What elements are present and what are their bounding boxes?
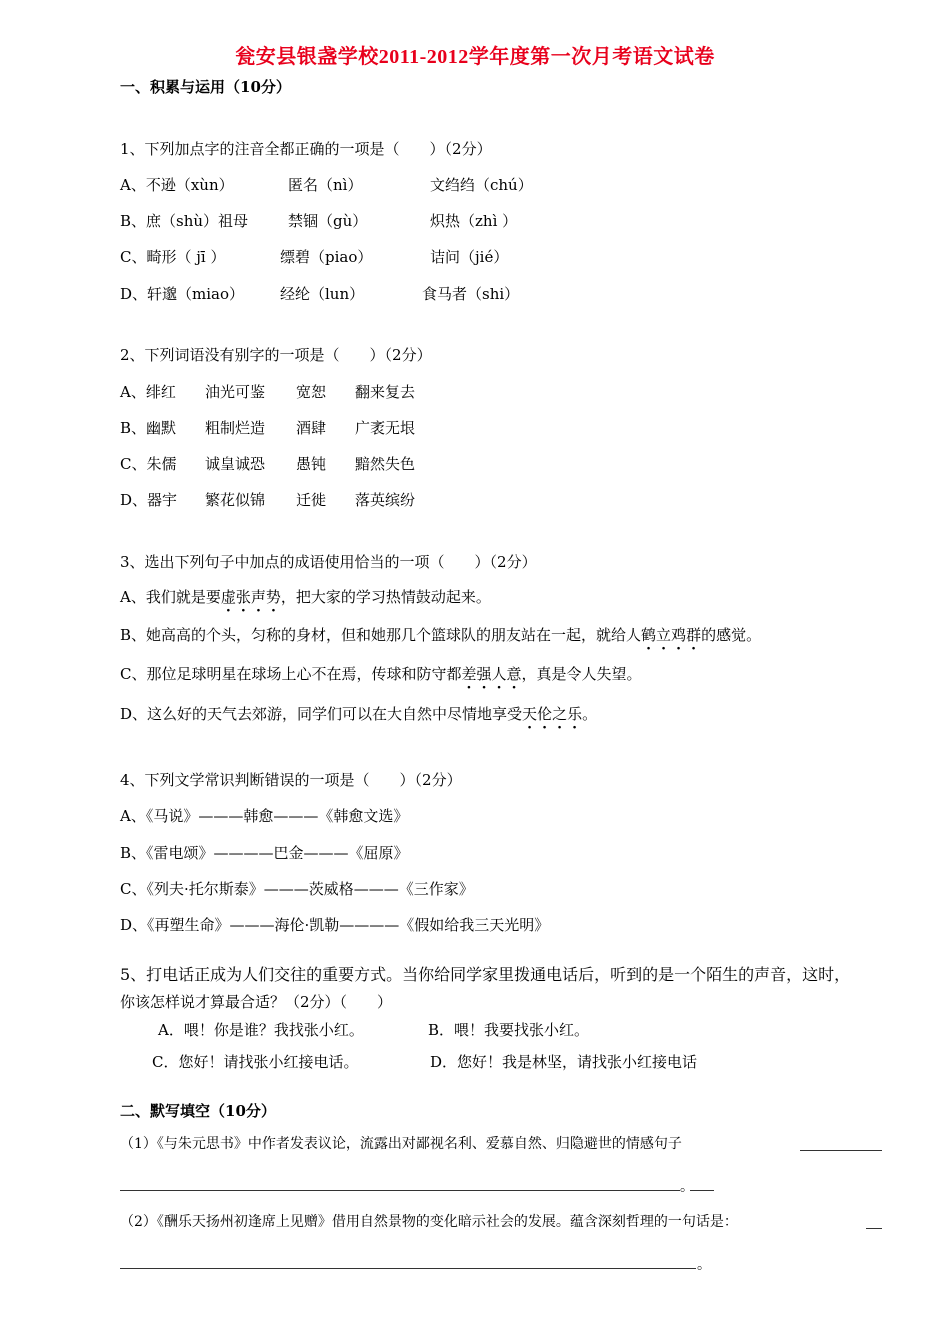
q1-option-b-1: B、庶（shù）祖母: [120, 212, 249, 230]
q2-option-b-3: 酒肆: [296, 419, 327, 437]
dotted-char: 意: [506, 665, 522, 683]
q2-option-d-4: 落英缤纷: [355, 491, 416, 509]
dotted-char: 天: [522, 705, 538, 723]
dotted-char: 立: [656, 626, 672, 644]
q2-option-b-2: 粗制烂造: [205, 419, 266, 437]
q1-option-d-3: 食马者（shi）: [422, 285, 520, 303]
fill-in-1-prompt: （1）《与朱元思书》中作者发表议论，流露出对鄙视名利、爱慕自然、归隐避世的情感句子: [120, 1136, 682, 1152]
q1-option-a-2: 匿名（nì）: [288, 176, 363, 194]
section-2-heading: 二、默写填空（10分）: [120, 1102, 276, 1120]
q3-option-c-pre: C、那位足球明星在球场上心不在焉，传球和防守都: [120, 665, 462, 683]
dotted-char: 之: [552, 705, 568, 723]
q3-option-a-dotted-idiom: [221, 588, 281, 606]
fill-in-2-blank-b[interactable]: [120, 1268, 696, 1269]
q2-option-b-4: 广袤无垠: [355, 419, 416, 437]
q3-option-b-pre: B、她高高的个头，匀称的身材，但和她那几个篮球队的朋友站在一起，就给人: [120, 626, 642, 644]
q3-option-c: [120, 663, 642, 684]
q2-option-c-2: 诚皇诚恐: [205, 455, 266, 473]
q3-option-d: [120, 703, 597, 724]
q3-option-d-pre: D、这么好的天气去郊游，同学们可以在大自然中尽情地享受: [120, 705, 523, 723]
q5-option-c: C．您好！请找张小红接电话。: [152, 1053, 359, 1071]
q3-option-b-post: 的感觉。: [701, 626, 762, 644]
q3-option-d-dotted-idiom: [522, 705, 582, 723]
q5-option-d: D．您好！我是林坚，请找张小红接电话: [430, 1053, 698, 1071]
q3-option-c-post: ，真是令人失望。: [521, 665, 642, 683]
q1-option-d-2: 经纶（lun）: [280, 285, 365, 303]
q3-option-b: [120, 624, 761, 645]
q4-option-b: B、《雷电颂》————巴金———《屈原》: [120, 844, 409, 862]
q2-option-c-4: 黯然失色: [355, 455, 416, 473]
q2-stem: 2、下列词语没有别字的一项是（ ）（2分）: [120, 346, 432, 364]
q1-option-b-2: 禁锢（gù）: [288, 212, 368, 230]
dotted-char: 张: [235, 588, 251, 606]
fill-in-1-blank-a[interactable]: [800, 1150, 882, 1151]
fill-in-2-prompt: （2）《酬乐天扬州初逢席上见赠》借用自然景物的变化暗示社会的发展。蕴含深刻哲理的一句话是：: [120, 1214, 738, 1230]
q3-stem: 3、选出下列句子中加点的成语使用恰当的一项（ ）（2分）: [120, 553, 537, 571]
q2-option-d-2: 繁花似锦: [205, 491, 266, 509]
q1-option-b-3: 炽热（zhì ）: [430, 212, 518, 230]
q2-option-a-4: 翻来复去: [355, 383, 416, 401]
exam-title: 瓮安县银盏学校2011-2012学年度第一次月考语文试卷: [235, 46, 715, 68]
dotted-char: 乐: [567, 705, 583, 723]
q1-stem: 1、下列加点字的注音全都正确的一项是（ ）（2分）: [120, 140, 492, 158]
dotted-char: 虚: [220, 588, 236, 606]
q2-option-d-3: 迁徙: [296, 491, 327, 509]
q3-option-c-dotted-idiom: [461, 665, 521, 683]
dotted-char: 声: [250, 588, 266, 606]
q4-stem: 4、下列文学常识判断错误的一项是（ ）（2分）: [120, 771, 462, 789]
dotted-char: 差: [461, 665, 477, 683]
q5-option-a: A．喂！你是谁？我找张小红。: [158, 1021, 364, 1039]
q4-option-c: C、《列夫·托尔斯泰》———茨威格———《三作家》: [120, 880, 474, 898]
q5-stem-line-1: 5、打电话正成为人们交往的重要方式。当你给同学家里拨通电话后，听到的是一个陌生的声音，这时，: [120, 965, 851, 984]
q4-option-a: A、《马说》———韩愈———《韩愈文选》: [120, 807, 409, 825]
q2-option-b-1: B、幽默: [120, 419, 177, 437]
fill-in-2-period: 。: [697, 1257, 711, 1273]
q1-option-c-2: 缥碧（piao）: [280, 248, 373, 266]
q1-option-c-3: 诘问（jié）: [430, 248, 509, 266]
dotted-char: 鸡: [671, 626, 687, 644]
q2-option-c-3: 愚钝: [296, 455, 327, 473]
q3-option-a-pre: A、我们就是要: [120, 588, 221, 606]
q3-option-d-post: 。: [582, 705, 598, 723]
q1-option-a-1: A、不逊（xùn）: [120, 176, 234, 194]
fill-in-1-period: 。: [680, 1179, 694, 1195]
dotted-char: 势: [265, 588, 281, 606]
q2-option-a-1: A、绯红: [120, 383, 176, 401]
q3-option-b-dotted-idiom: [641, 626, 701, 644]
fill-in-2-blank-a[interactable]: [866, 1228, 882, 1229]
q5-option-b: B．喂！我要找张小红。: [428, 1021, 590, 1039]
dotted-char: 强: [476, 665, 492, 683]
dotted-char: 群: [686, 626, 702, 644]
dotted-char: 伦: [537, 705, 553, 723]
q2-option-a-2: 油光可鉴: [205, 383, 266, 401]
q2-option-c-1: C、朱儒: [120, 455, 177, 473]
q3-option-a-post: ，把大家的学习热情鼓动起来。: [280, 588, 491, 606]
q5-stem-line-2: 你该怎样说才算最合适？（2分）（ ）: [120, 993, 393, 1011]
section-1-heading: 一、积累与运用（10分）: [120, 78, 291, 96]
dotted-char: 人: [491, 665, 507, 683]
q4-option-d: D、《再塑生命》———海伦·凯勒————《假如给我三天光明》: [120, 916, 550, 934]
q3-option-a: [120, 586, 491, 607]
dotted-char: 鹤: [641, 626, 657, 644]
q2-option-a-3: 宽恕: [296, 383, 327, 401]
fill-in-1-blank-c: [690, 1190, 714, 1191]
q1-option-c-1: C、畸形（ jī ）: [120, 248, 226, 266]
q1-option-d-1: D、轩邈（miao）: [120, 285, 245, 303]
q1-option-a-3: 文绉绉（chú）: [430, 176, 533, 194]
fill-in-1-blank-b[interactable]: [120, 1190, 680, 1191]
q2-option-d-1: D、器宇: [120, 491, 178, 509]
